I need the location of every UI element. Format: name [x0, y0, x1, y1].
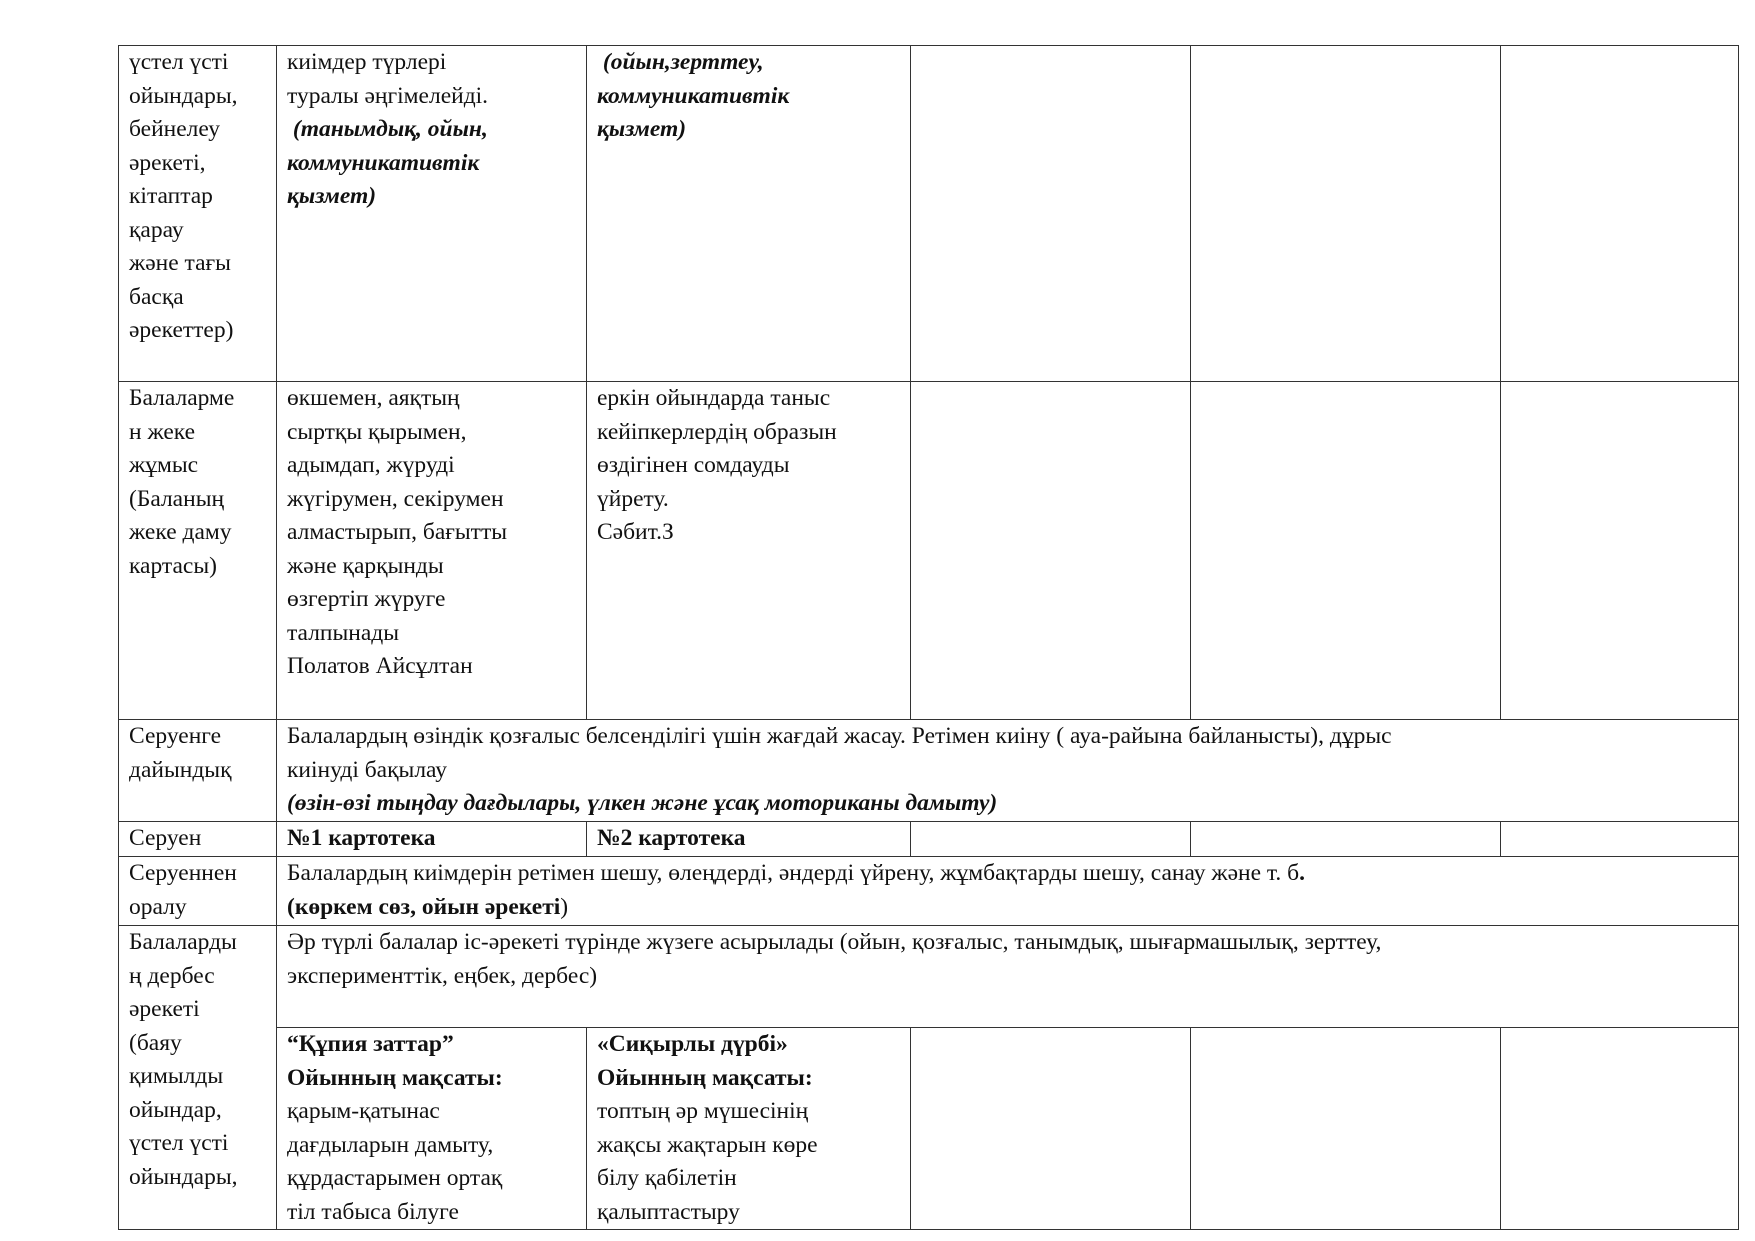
child-name: Сәбит.З	[597, 519, 674, 545]
merged-content-cell	[277, 926, 1739, 1028]
label-line: әрекеттер)	[129, 317, 234, 343]
table-row	[119, 857, 1739, 926]
cell-line: қалыптастыру	[597, 1198, 740, 1225]
label-line: әрекеті,	[129, 149, 206, 176]
day5-cell	[1501, 1028, 1739, 1230]
label-line: бейнелеу	[129, 116, 220, 142]
day1-cell	[277, 382, 587, 720]
cell-line: үйрету.	[597, 485, 669, 512]
activity-type-line: коммуникативтік	[597, 82, 790, 109]
activity-type-close: )	[560, 893, 569, 920]
activity-type-line: қызмет)	[597, 116, 687, 142]
day1-cell	[277, 822, 587, 857]
day2-cell	[587, 822, 911, 857]
activity-type-line: қызмет)	[287, 183, 377, 209]
game-title: «Сиқырлы дүрбі»	[597, 1031, 788, 1057]
label-line: картасы)	[129, 552, 217, 579]
label-line: үстел үсті	[129, 1130, 229, 1156]
cell-line: өкшемен, аяқтың	[287, 385, 460, 411]
activity-type: (көркем сөз, ойын әрекеті	[287, 893, 561, 920]
day1-cell	[277, 1028, 587, 1230]
game-goal-label: Ойынның мақсаты:	[287, 1064, 503, 1091]
activity-type-line: коммуникативтік	[287, 149, 480, 176]
cell-line: туралы әңгімелейді.	[287, 82, 489, 109]
label-line: ойындары,	[129, 82, 238, 109]
label-line: және тағы	[129, 250, 231, 276]
day5-cell	[1501, 822, 1739, 857]
label-line: ойындар,	[129, 1096, 222, 1123]
label-line: Серуеннен	[129, 860, 237, 886]
cell-line: құрдастарымен ортақ	[287, 1165, 503, 1191]
merged-content-cell	[277, 720, 1739, 822]
day3-cell	[911, 382, 1191, 720]
cell-line: Балалардың өзіндік қозғалыс белсенділігі үшін жағдай жасау. Ретімен киіну ( ауа-райына байланысты), дұрыс	[287, 723, 1392, 749]
cell-line: адымдап, жүруді	[287, 452, 455, 478]
cell-line: топтың әр мүшесінің	[597, 1098, 809, 1124]
card-index-label: №1 картотека	[287, 825, 436, 851]
label-line: Серуен	[129, 825, 202, 851]
cell-line: тіл табыса білуге	[287, 1198, 459, 1225]
table-row	[119, 1028, 1739, 1230]
game-title: “Құпия заттар”	[287, 1031, 454, 1057]
day4-cell	[1191, 382, 1501, 720]
label-line: үстел үсті	[129, 49, 229, 75]
day4-cell	[1191, 822, 1501, 857]
label-line: қарау	[129, 216, 184, 243]
label-line: басқа	[129, 283, 184, 310]
label-line: дайындық	[129, 756, 232, 783]
label-line: (баяу	[129, 1029, 182, 1056]
table-row	[119, 822, 1739, 857]
label-line: кітаптар	[129, 183, 213, 209]
label-line: Балаларды	[129, 929, 237, 955]
cell-line: білу қабілетін	[597, 1165, 737, 1191]
cell-line: және қарқынды	[287, 552, 444, 579]
label-line: Балаларме	[129, 385, 235, 411]
activity-type-line: (танымдық, ойын,	[287, 116, 488, 142]
schedule-table	[118, 45, 1739, 1230]
label-line: ң дербес	[129, 962, 215, 989]
table-row	[119, 720, 1739, 822]
label-line: жеке даму	[129, 519, 232, 545]
label-line: оралу	[129, 893, 187, 920]
day3-cell	[911, 822, 1191, 857]
day5-cell	[1501, 382, 1739, 720]
day3-cell	[911, 46, 1191, 382]
label-line: қимылды	[129, 1063, 224, 1089]
cell-line	[287, 857, 1728, 891]
day2-cell	[587, 382, 911, 720]
day2-cell	[587, 1028, 911, 1230]
row-label-cell	[119, 382, 277, 720]
label-line: (Баланың	[129, 485, 225, 512]
card-index-label: №2 картотека	[597, 825, 746, 851]
cell-line: Әр түрлі балалар іс-әрекеті түрінде жүзеге асырылады (ойын, қозғалыс, танымдық, шығармашылық, зерттеу,	[287, 929, 1382, 955]
cell-line: сыртқы қырымен,	[287, 418, 467, 445]
row-label-cell	[119, 857, 277, 926]
cell-line: алмастырып, бағытты	[287, 519, 508, 545]
merged-content-cell	[277, 857, 1739, 926]
day2-cell	[587, 46, 911, 382]
row-label-cell	[119, 720, 277, 822]
label-line: жұмыс	[129, 452, 199, 478]
day1-cell	[277, 46, 587, 382]
cell-line: киінуді бақылау	[287, 756, 448, 783]
cell-line: жақсы жақтарын көре	[597, 1131, 818, 1158]
day3-cell	[911, 1028, 1191, 1230]
label-line: әрекеті	[129, 996, 200, 1022]
day4-cell	[1191, 1028, 1501, 1230]
cell-text-end: .	[1299, 860, 1305, 886]
day5-cell	[1501, 46, 1739, 382]
row-label-cell	[119, 46, 277, 382]
label-line: ойындары,	[129, 1163, 238, 1190]
cell-line: эксперименттік, еңбек, дербес)	[287, 962, 598, 989]
table-row	[119, 382, 1739, 720]
cell-line: қарым-қатынас	[287, 1098, 440, 1124]
cell-line: талпынады	[287, 619, 400, 646]
cell-text: Балалардың киімдерін ретімен шешу, өлеңдерді, әндерді үйрену, жұмбақтарды шешу, санау және т. б	[287, 860, 1300, 886]
label-line: Серуенге	[129, 723, 222, 749]
game-goal-label: Ойынның мақсаты:	[597, 1064, 813, 1091]
table-row	[119, 926, 1739, 1028]
activity-type-line: (ойын,зерттеу,	[597, 49, 764, 75]
cell-line: өзгертіп жүруге	[287, 586, 446, 612]
row-label-cell	[119, 926, 277, 1230]
cell-line: еркін ойындарда таныс	[597, 385, 831, 411]
cell-line: өздігінен сомдауды	[597, 452, 790, 478]
cell-line: киімдер түрлері	[287, 49, 447, 75]
cell-line: дағдыларын дамыту,	[287, 1131, 494, 1158]
label-line: н жеке	[129, 418, 196, 445]
child-name: Полатов Айсұлтан	[287, 653, 473, 679]
activity-type-line: (өзін-өзі тыңдау дағдылары, үлкен және ұсақ моториканы дамыту)	[287, 790, 998, 816]
table-row	[119, 46, 1739, 382]
day4-cell	[1191, 46, 1501, 382]
row-label-cell	[119, 822, 277, 857]
cell-line: жүгірумен, секірумен	[287, 485, 504, 512]
cell-line	[287, 891, 1728, 925]
cell-line: кейіпкерлердің образын	[597, 418, 837, 445]
